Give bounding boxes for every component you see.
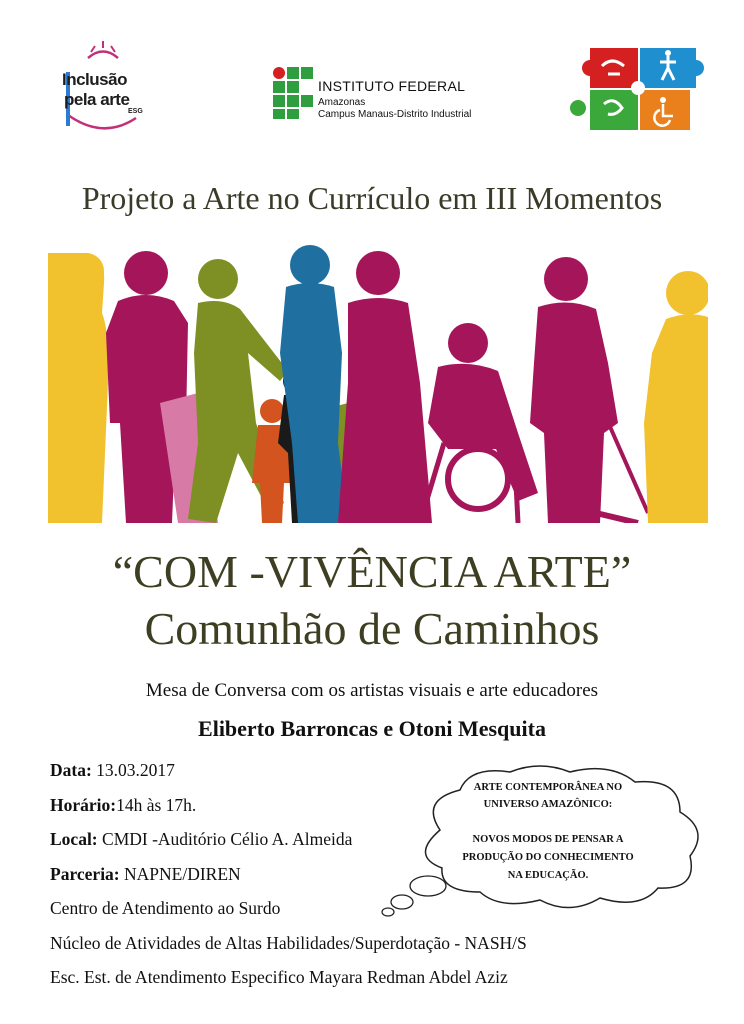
date-row (50, 760, 175, 781)
silhouette-wheelchair-user (428, 364, 538, 501)
speakers: Eliberto Barroncas e Otoni Mesquita (198, 716, 546, 741)
date-value: 13.03.2017 (96, 760, 175, 780)
if-name: INSTITUTO FEDERAL (318, 78, 466, 94)
partner-line-2: Núcleo de Atividades de Altas Habilidades/Superdotação - NASH/S (50, 933, 527, 953)
place-value: CMDI -Auditório Célio A. Almeida (102, 829, 353, 849)
partner-line-3: Esc. Est. de Atendimento Especifico Mayara Redman Abdel Aziz (50, 967, 508, 987)
time-value: 14h às 17h. (116, 795, 197, 815)
place-row (50, 829, 352, 850)
talk-description: Mesa de Conversa com os artistas visuais e arte educadores (145, 680, 599, 701)
event-subtitle: Comunhão de Caminhos (144, 603, 600, 654)
partner-value: NAPNE/DIREN (124, 864, 241, 884)
cloud-line-5: NA EDUCAÇÃO. (507, 870, 589, 881)
accessibility-puzzle-icon (568, 44, 712, 136)
cloud-line-3: NOVOS MODOS DE PENSAR A (472, 834, 624, 845)
logo-left-line2: pela arte (64, 90, 130, 109)
silhouette-yellow-left (48, 253, 108, 523)
if-state: Amazonas (318, 97, 366, 108)
date-label: Data: (50, 760, 92, 780)
inclusao-pela-arte-logo (58, 40, 148, 140)
event-title: “COM -VIVÊNCIA ARTE” (112, 546, 632, 597)
time-label: Horário: (50, 795, 117, 815)
people-silhouettes-banner (48, 243, 708, 523)
cloud-line-1: ARTE CONTEMPORÂNEA NO (473, 782, 623, 793)
partner-label: Parceria: (50, 864, 120, 884)
cloud-line-2: UNIVERSO AMAZÔNICO: (483, 799, 613, 810)
project-subtitle: Projeto a Arte no Currículo em III Momentos (81, 180, 663, 216)
silhouette-magenta-head (124, 251, 168, 295)
logo-left-line3: ESG (128, 108, 143, 115)
partner-row (50, 864, 241, 885)
instituto-federal-logo (272, 66, 512, 126)
silhouette-magenta-woman (338, 298, 432, 523)
if-grid-icon (272, 66, 314, 120)
silhouette-yellow-right (644, 314, 708, 523)
logo-left-line1: Inclusão (62, 70, 127, 89)
if-campus: Campus Manaus-Distrito Industrial (318, 109, 472, 120)
time-row (50, 795, 196, 816)
partner-line-1: Centro de Atendimento ao Surdo (50, 898, 281, 918)
place-label: Local: (50, 829, 98, 849)
cloud-line-4: PRODUÇÃO DO CONHECIMENTO (462, 852, 634, 863)
